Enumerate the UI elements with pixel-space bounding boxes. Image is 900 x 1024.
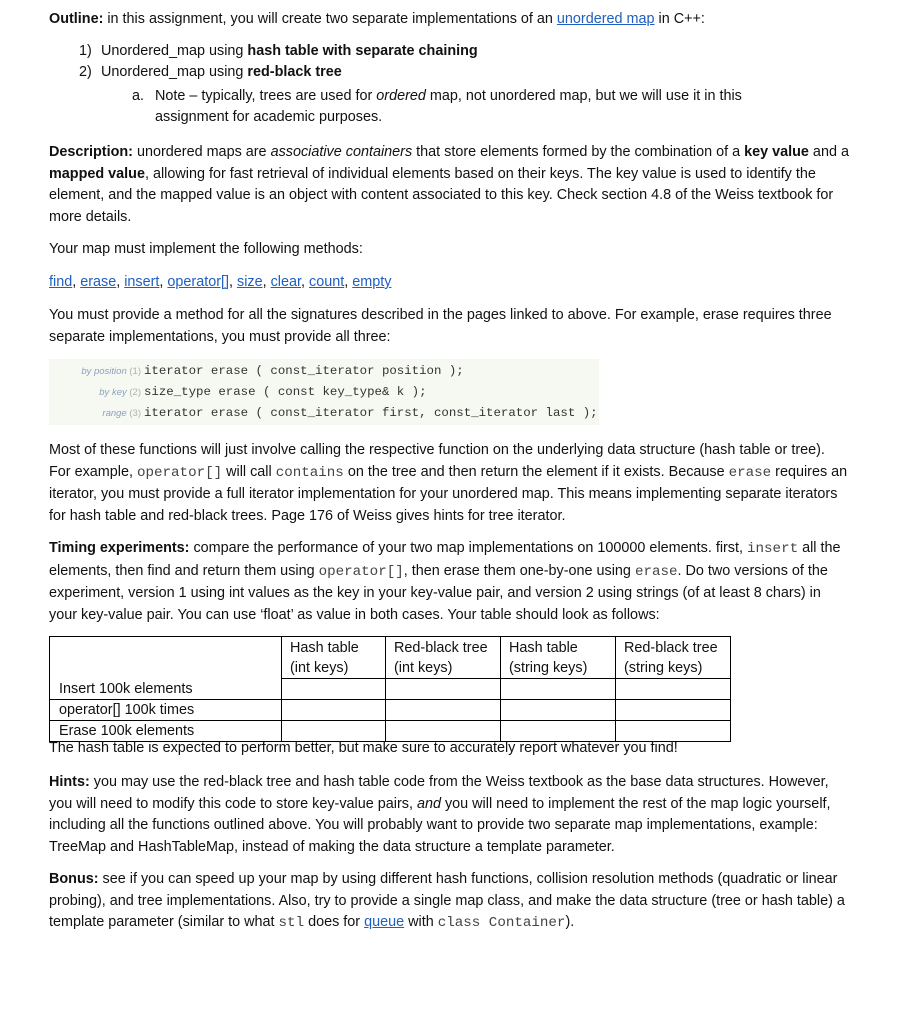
code-run: operator[]: [136, 464, 223, 481]
code-run: contains: [275, 464, 344, 481]
subitem-number: a.: [132, 87, 145, 104]
code-run: insert: [747, 541, 799, 557]
outline-subitem-note: [49, 86, 849, 129]
text-run: all the elements, then find and return them using: [49, 540, 841, 579]
table-cell: [386, 700, 501, 721]
table-row: [50, 679, 731, 700]
bonus-paragraph: [49, 869, 849, 935]
timing-paragraph: [49, 538, 849, 626]
outline-item-red-black-tree: [49, 62, 849, 84]
functions-paragraph: [49, 440, 849, 527]
item-number: 1): [79, 42, 92, 59]
outline-intro: [49, 9, 849, 31]
methods-intro: Your map must implement the following methods:: [49, 241, 363, 257]
table-note: The hash table is expected to perform better, but make sure to accurately report whatever you find!: [49, 740, 678, 756]
method-link-clear[interactable]: clear: [270, 274, 302, 290]
code-tag: by position (1): [81, 366, 141, 377]
outline-text: in this assignment, you will create two separate implementations of an: [103, 11, 557, 27]
outline-list: [49, 41, 849, 84]
code-line: [49, 403, 598, 424]
hints-paragraph: [49, 772, 849, 858]
code-tag: by key (2): [99, 387, 141, 398]
text-run: will call: [222, 463, 276, 480]
code-run: operator[]: [318, 563, 404, 580]
item-number: 2): [79, 64, 92, 80]
table-row-label: Erase 100k elements: [50, 721, 282, 742]
outline-item-hash-table: [49, 41, 849, 63]
text-run: that store elements formed by the combination of a: [412, 144, 745, 160]
table-row-label: Insert 100k elements: [50, 679, 282, 700]
code-text: iterator erase ( const_iterator position );: [144, 364, 464, 378]
method-link-count[interactable]: count: [309, 274, 345, 290]
item-text: Unordered_map using: [101, 42, 248, 59]
code-text: iterator erase ( const_iterator first, const_iterator last );: [144, 406, 598, 420]
method-link-find[interactable]: find: [49, 274, 73, 290]
text-run: on the tree and then return the element if it exists. Because: [343, 463, 729, 480]
italic-run: associative containers: [270, 144, 413, 160]
code-tag: range (3): [102, 408, 141, 419]
code-run: erase: [728, 464, 772, 481]
table-header-cell: Hash table (string keys): [501, 637, 616, 679]
method-link-operator[interactable]: operator[]: [167, 274, 230, 290]
code-line: [49, 361, 464, 382]
table-header-cell: Hash table (int keys): [282, 637, 386, 679]
text-run: requires an iterator, you must provide a full iterator implementation for your unordered map. This means implementing separate iterators for hash table and red-black trees. Page 176 of Weiss gives hints for tree iterator.: [49, 463, 848, 524]
outline-section: [49, 9, 849, 129]
text-run: you may use the red-black tree and hash table code from the Weiss textbook as the base data structures. However, you will need to modify this code to store key-value pairs,: [49, 774, 829, 812]
signatures-intro: You must provide a method for all the signatures described in the pages linked to above. For example, erase requires three separate implementations, you must provide all three:: [49, 307, 832, 345]
text-run: and a: [808, 144, 849, 160]
bold-run: key value: [744, 144, 809, 160]
table-header-cell: Red-black tree (int keys): [386, 637, 501, 679]
queue-link[interactable]: queue: [364, 914, 405, 930]
table-row-label: operator[] 100k times: [50, 700, 282, 721]
erase-signatures-code: [49, 359, 599, 425]
subitem-italic: ordered: [376, 87, 426, 104]
timing-table: [49, 636, 731, 742]
text-run: you will need to implement the rest of the map logic yourself, including all the functions outlined above. You will probably want to provide two separate map implementations, example: TreeMap and HashTableMap, instead of making the data structure a template parameter.: [49, 795, 831, 855]
method-link-empty[interactable]: empty: [352, 274, 392, 290]
item-bold: red-black tree: [247, 64, 342, 80]
timing-label: Timing experiments:: [49, 540, 190, 556]
text-run: does for: [304, 914, 365, 930]
item-bold: hash table with separate chaining: [247, 42, 478, 59]
table-cell: [386, 679, 501, 700]
outline-text-after: in C++:: [654, 11, 705, 27]
code-run: erase: [634, 563, 678, 580]
method-link-size[interactable]: size: [237, 274, 263, 290]
code-run: class Container: [437, 915, 566, 931]
text-run: ).: [565, 914, 575, 930]
method-link-insert[interactable]: insert: [124, 274, 160, 290]
table-row: [50, 700, 731, 721]
hints-label: Hints:: [49, 774, 90, 790]
text-run: . Do two versions of the experiment, version 1 using int values as the key in your key-value pair, and version 2 using strings (of at least 8 chars) in your key-value pair. You can use ‘float’ as value in both cases. Your table should look as follows:: [49, 562, 828, 623]
code-run: stl: [278, 915, 305, 931]
table-cell: [616, 679, 731, 700]
bonus-label: Bonus:: [49, 871, 99, 887]
table-header-cell: Red-black tree (string keys): [616, 637, 731, 679]
description-label: Description:: [49, 144, 133, 160]
text-run: , allowing for fast retrieval of individual elements based on their keys. The key value is used to identify the element, and the mapped value is an object with content associated to this key. Check section 4.8 of the Weiss textbook for more details.: [49, 165, 834, 225]
description-paragraph: [49, 142, 849, 228]
text-run: see if you can speed up your map by using different hash functions, collision resolution methods (quadratic or linear probing), and tree implementations. Also, try to provide a single map class, and make the data structure (tree or hash table) a template parameter (similar to what: [49, 871, 845, 930]
text-run: , then erase them one-by-one using: [403, 562, 635, 579]
code-line: [49, 382, 427, 403]
method-link-erase[interactable]: erase: [80, 274, 117, 290]
bold-run: mapped value: [49, 165, 145, 182]
italic-run: and: [416, 795, 441, 812]
subitem-line2: assignment for academic purposes.: [155, 109, 383, 125]
unordered-map-link[interactable]: unordered map: [556, 11, 655, 27]
table-corner-cell: [50, 637, 282, 679]
subitem-text: Note – typically, trees are used for: [155, 87, 377, 104]
text-run: compare the performance of your two map implementations on 100000 elements. first,: [189, 540, 748, 556]
text-run: Most of these functions will just involve calling the respective function on the underlying data structure (hash table or tree). For example,: [49, 442, 825, 480]
text-run: with: [404, 914, 438, 930]
table-header-row: [50, 637, 731, 679]
subitem-text-after: map, not unordered map, but we will use it in this: [425, 87, 742, 104]
methods-links: find, erase, insert, operator[], size, clear, count, empty: [49, 274, 392, 290]
table-cell: [501, 700, 616, 721]
item-text: Unordered_map using: [101, 64, 248, 80]
table-cell: [616, 700, 731, 721]
outline-label: Outline:: [49, 11, 104, 27]
table-cell: [282, 700, 386, 721]
code-text: size_type erase ( const key_type& k );: [144, 385, 427, 399]
table-cell: [282, 679, 386, 700]
table-cell: [501, 679, 616, 700]
text-run: unordered maps are: [132, 144, 271, 160]
